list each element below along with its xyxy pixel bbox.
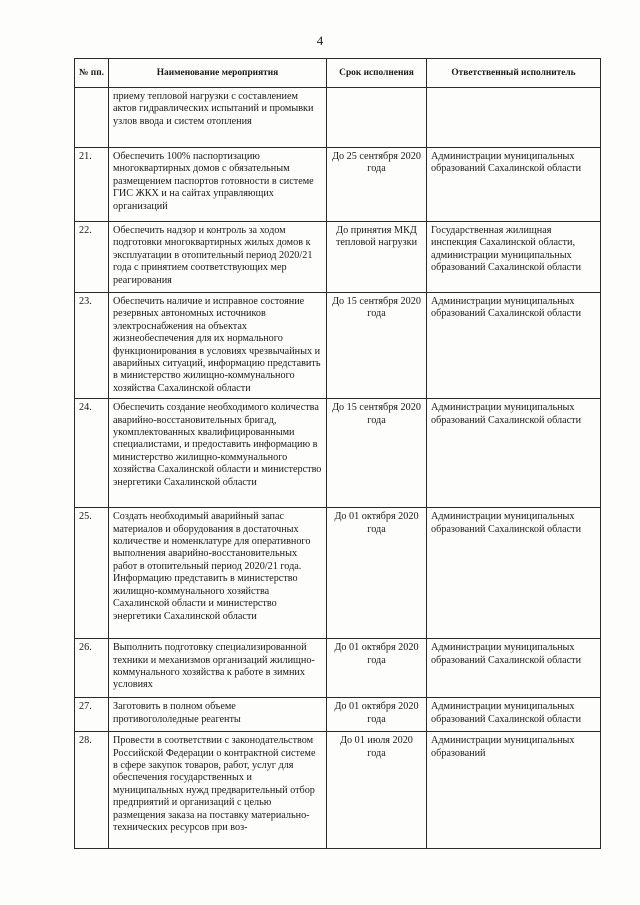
row-activity: Обеспечить наличие и исправное состояние резервных автономных источников электроснабжения на объектах жизнеобеспечения для их нормального функционирования в условиях чрезвычайных и аварийных ситуаций, информацию представить в министерство жилищно-коммунального хозяйства Сахалинской области [109,293,327,399]
header-term: Срок исполнения [327,59,427,88]
row-activity: Заготовить в полном объеме противогололедные реагенты [109,698,327,732]
row-number: 22. [75,222,109,293]
row-activity: Обеспечить надзор и контроль за ходом подготовки многоквартирных жилых домов к эксплуатации в отопительный период 2020/21 года с принятием соответствующих мер реагирования [109,222,327,293]
table-row [75,639,601,698]
table-row [75,222,601,293]
row-activity: приему тепловой нагрузки с составлением актов гидравлических испытаний и промывки узлов ввода и систем отопления [109,88,327,148]
action-plan-table [74,58,601,849]
row-number [75,88,109,148]
row-number: 23. [75,293,109,399]
row-responsible: Администрации муниципальных образований Сахалинской области [427,148,601,222]
row-activity: Создать необходимый аварийный запас материалов и оборудования в достаточных количестве и номенклатуре для оперативного выполнения аварийно-восстановительных работ в отопительный период 2020/21 года. Информацию представить в министерство жилищно-коммунального хозяйства Сахалинской области и министерство энергетики Сахалинской области [109,508,327,639]
row-deadline: До 01 октября 2020 года [327,508,427,639]
row-responsible [427,88,601,148]
row-deadline: До 15 сентября 2020 года [327,293,427,399]
row-deadline: До 01 октября 2020 года [327,639,427,698]
table-row [75,508,601,639]
table-row [75,698,601,732]
row-deadline: До 15 сентября 2020 года [327,399,427,508]
row-responsible: Администрации муниципальных образований Сахалинской области [427,293,601,399]
row-activity: Провести в соответствии с законодательством Российской Федерации о контрактной системе в сфере закупок товаров, работ, услуг для обеспечения государственных и муниципальных нужд предварительный отбор предприятий и организаций с целью размещения заказа на поставку материально-технических ресурсов при воз- [109,732,327,849]
table-header-row [75,59,601,88]
header-responsible: Ответственный исполнитель [427,59,601,88]
table-row [75,148,601,222]
row-responsible: Администрации муниципальных образований [427,732,601,849]
row-activity: Выполнить подготовку специализированной техники и механизмов организаций жилищно-коммунального хозяйства к работе в зимних условиях [109,639,327,698]
table-row [75,399,601,508]
row-responsible: Государственная жилищная инспекция Сахалинской области, администрации муниципальных образований Сахалинской области [427,222,601,293]
row-number: 28. [75,732,109,849]
row-deadline: До принятия МКД тепловой нагрузки [327,222,427,293]
row-number: 27. [75,698,109,732]
row-number: 21. [75,148,109,222]
row-deadline [327,88,427,148]
header-name: Наименование мероприятия [109,59,327,88]
table-row [75,88,601,148]
row-deadline: До 01 октября 2020 года [327,698,427,732]
row-deadline: До 01 июля 2020 года [327,732,427,849]
row-activity: Обеспечить 100% паспортизацию многоквартирных домов с обязательным размещением паспортов готовности в системе ГИС ЖКХ и на сайтах управляющих организаций [109,148,327,222]
row-number: 26. [75,639,109,698]
header-num: № пп. [75,59,109,88]
table-row [75,732,601,849]
page-number: 4 [316,33,324,48]
row-responsible: Администрации муниципальных образований Сахалинской области [427,639,601,698]
row-activity: Обеспечить создание необходимого количества аварийно-восстановительных бригад, укомплектованных квалифицированными специалистами, и предоставить информацию в министерство жилищно-коммунального хозяйства Сахалинской области и министерство энергетики Сахалинской области [109,399,327,508]
row-responsible: Администрации муниципальных образований Сахалинской области [427,399,601,508]
table-row [75,293,601,399]
row-number: 24. [75,399,109,508]
row-number: 25. [75,508,109,639]
row-responsible: Администрации муниципальных образований Сахалинской области [427,698,601,732]
row-responsible: Администрации муниципальных образований Сахалинской области [427,508,601,639]
row-deadline: До 25 сентября 2020 года [327,148,427,222]
